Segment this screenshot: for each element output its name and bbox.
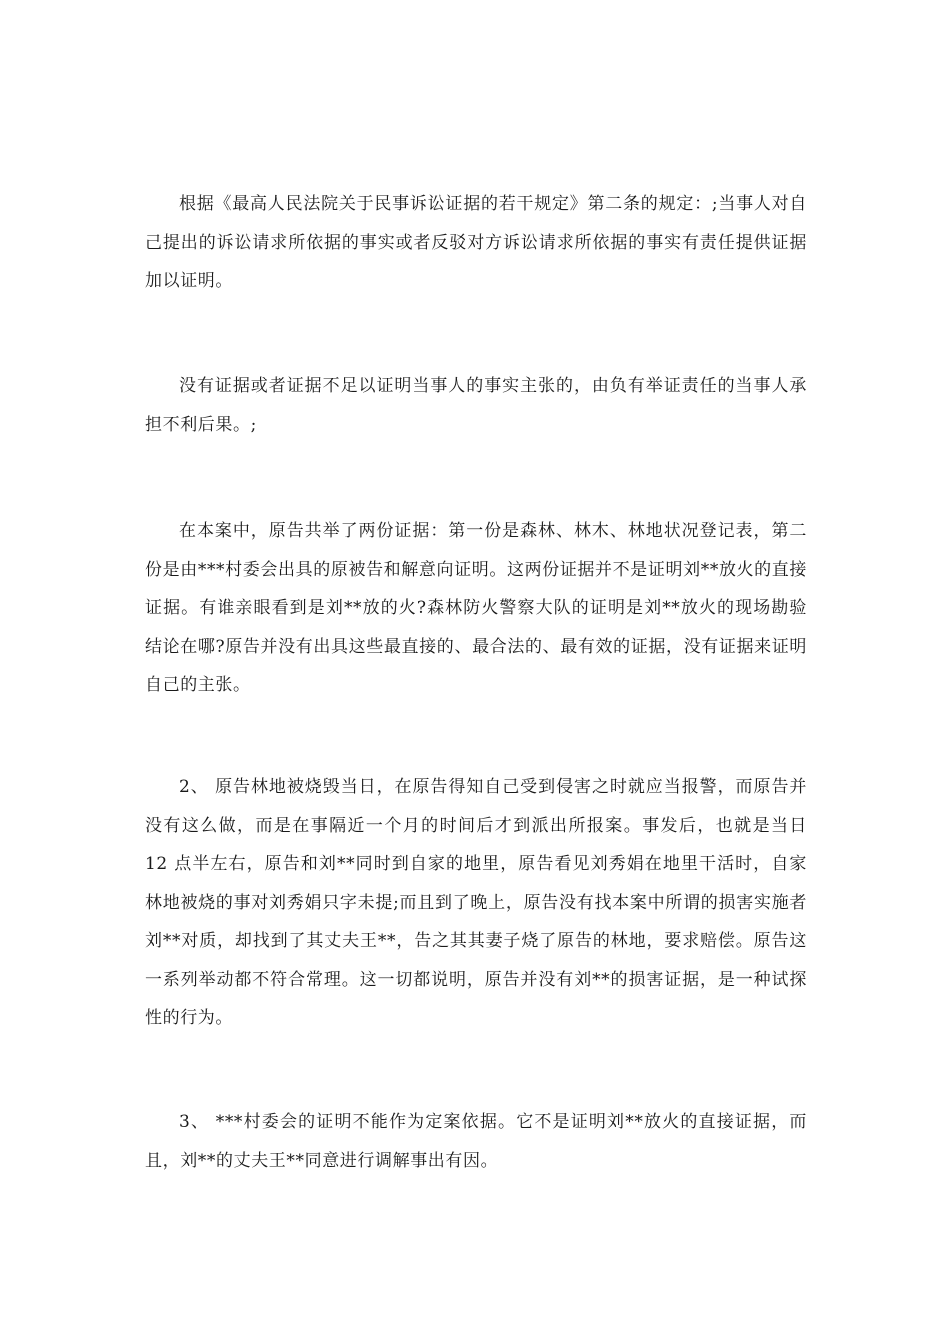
paragraph-evidence-rule: 根据《最高人民法院关于民事诉讼证据的若干规定》第二条的规定：;当事人对自己提出的诉讼请求所依据的事实或者反驳对方诉讼请求所依据的事实有责任提供证据加以证明。 bbox=[145, 194, 807, 291]
paragraph-plaintiff-evidence: 在本案中，原告共举了两份证据：第一份是森林、林木、林地状况登记表，第二份是由***村委会出具的原被告和解意向证明。这两份证据并不是证明刘**放火的直接证据。有谁亲眼看到是刘**放的火?森林防火警察大队的证明是刘**放火的现场勘验结论在哪?原告并没有出具这些最直接的、最合法的、最有效的证据，没有证据来证明自己的主张。 bbox=[145, 521, 807, 695]
paragraph-point-3: 3、 ***村委会的证明不能作为定案依据。它不是证明刘**放火的直接证据，而且，刘**的丈夫王**同意进行调解事出有因。 bbox=[145, 1112, 807, 1171]
paragraph-burden-of-proof: 没有证据或者证据不足以证明当事人的事实主张的，由负有举证责任的当事人承担不利后果。; bbox=[145, 376, 807, 435]
paragraph-point-2: 2、 原告林地被烧毁当日，在原告得知自己受到侵害之时就应当报警，而原告并没有这么做，而是在事隔近一个月的时间后才到派出所报案。事发后，也就是当日 12 点半左右，原告和刘**同时到自家的地里，原告看见刘秀娟在地里干活时，自家林地被烧的事对刘秀娟只字未提;而且到了晚上，原告没有找本案中所谓的损害实施者刘**对质，却找到了其丈夫王**，告之其其妻子烧了原告的林地，要求赔偿。原告这一系列举动都不符合常理。这一切都说明，原告并没有刘**的损害证据，是一种试探性的行为。 bbox=[145, 777, 807, 1028]
